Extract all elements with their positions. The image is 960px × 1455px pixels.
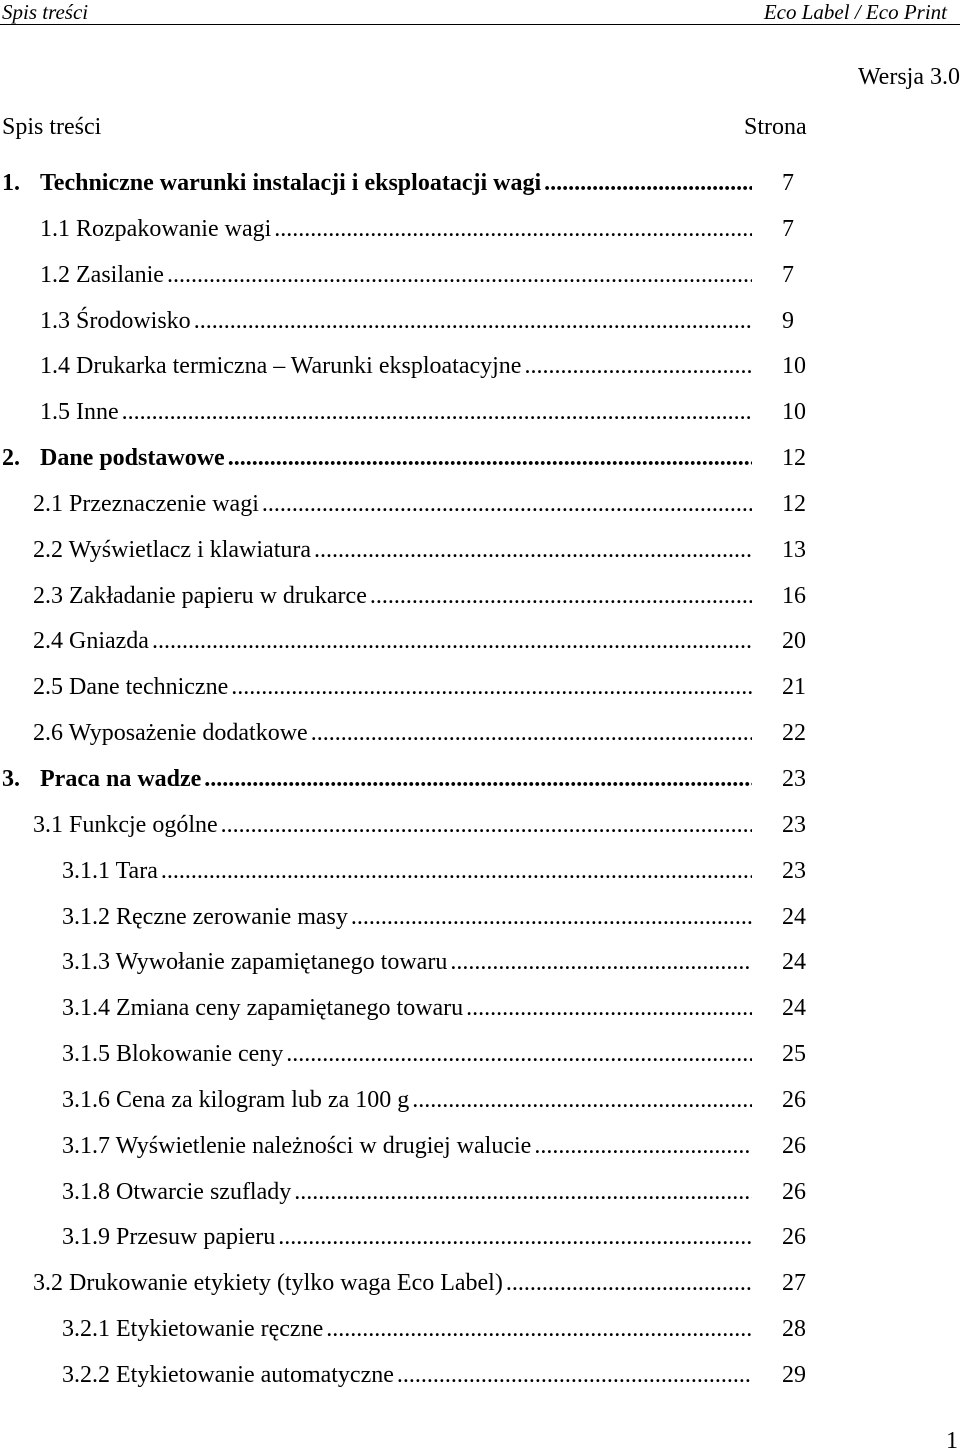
toc-leader [231, 672, 752, 702]
toc-entry-page: 7 [782, 215, 794, 242]
toc-entry[interactable] [0, 393, 960, 439]
toc-entry[interactable] [0, 577, 960, 623]
toc-entry[interactable] [0, 256, 960, 302]
table-of-contents [0, 164, 960, 1402]
toc-entry-label: 3.2.2 Etykietowanie automatyczne [62, 1361, 394, 1388]
toc-leader [351, 902, 752, 932]
toc-entry-label: 2.3 Zakładanie papieru w drukarce [33, 582, 367, 609]
toc-leader [167, 260, 752, 290]
toc-entry-page: 25 [782, 1041, 806, 1068]
toc-entry-chapter[interactable] [0, 439, 960, 485]
toc-leader [524, 351, 752, 381]
toc-entry-label: 2.1 Przeznaczenie wagi [33, 490, 259, 517]
toc-chapter-number: 2. [2, 445, 20, 472]
toc-entry-page: 29 [782, 1361, 806, 1388]
toc-leader [544, 168, 752, 198]
toc-entry[interactable] [0, 622, 960, 668]
toc-entry-label: 1.4 Drukarka termiczna – Warunki eksploatacyjne [40, 353, 522, 380]
toc-entry[interactable] [0, 1264, 960, 1310]
toc-entry-label: Dane podstawowe [40, 445, 225, 472]
toc-entry-page: 16 [782, 582, 806, 609]
toc-entry-label: 2.5 Dane techniczne [33, 674, 229, 701]
toc-entry-label: 3.1.4 Zmiana ceny zapamiętanego towaru [62, 995, 464, 1022]
toc-entry-page: 23 [782, 857, 806, 884]
toc-entry[interactable] [0, 210, 960, 256]
toc-entry-page: 27 [782, 1270, 806, 1297]
toc-entry[interactable] [0, 1356, 960, 1402]
toc-entry-page: 20 [782, 628, 806, 655]
toc-leader [274, 214, 752, 244]
toc-entry-label: 3.1.5 Blokowanie ceny [62, 1041, 284, 1068]
toc-entry[interactable] [0, 1218, 960, 1264]
toc-entry-page: 22 [782, 720, 806, 747]
toc-entry-label: 1.3 Środowisko [40, 307, 191, 334]
toc-entry-label: 3.1.9 Przesuw papieru [62, 1224, 276, 1251]
toc-entry-page: 24 [782, 903, 806, 930]
toc-entry-label: 3.1.2 Ręczne zerowanie masy [62, 903, 348, 930]
toc-entry-label: 3.1 Funkcje ogólne [33, 811, 218, 838]
header-product-name: Eco Label / Eco Print [763, 0, 947, 24]
toc-entry[interactable] [0, 1127, 960, 1173]
toc-leader [278, 1222, 752, 1252]
toc-entry-label: 3.1.6 Cena za kilogram lub za 100 g [62, 1086, 410, 1113]
toc-leader [228, 443, 752, 473]
toc-entry-label: 1.1 Rozpakowanie wagi [40, 215, 272, 242]
toc-entry-page: 21 [782, 674, 806, 701]
toc-entry[interactable] [0, 485, 960, 531]
toc-entry-label: 3.1.3 Wywołanie zapamiętanego towaru [62, 949, 448, 976]
toc-leader [262, 489, 752, 519]
toc-entry[interactable] [0, 302, 960, 348]
toc-leader [286, 1039, 752, 1069]
toc-entry-page: 10 [782, 399, 806, 426]
toc-leader [221, 810, 752, 840]
toc-entry-label: 2.4 Gniazda [33, 628, 149, 655]
toc-entry-label: 1.2 Zasilanie [40, 261, 164, 288]
toc-entry-page: 23 [782, 811, 806, 838]
toc-entry[interactable] [0, 806, 960, 852]
toc-entry-label: 2.6 Wyposażenie dodatkowe [33, 720, 308, 747]
toc-entry[interactable] [0, 668, 960, 714]
toc-entry-page: 9 [782, 307, 794, 334]
toc-entry-chapter[interactable] [0, 760, 960, 806]
toc-leader [314, 535, 752, 565]
toc-leader [466, 993, 752, 1023]
toc-entry[interactable] [0, 989, 960, 1035]
toc-entry-page: 7 [782, 170, 794, 196]
toc-entry[interactable] [0, 898, 960, 944]
toc-entry-label: 3.2 Drukowanie etykiety (tylko waga Eco Label) [33, 1270, 503, 1297]
toc-leader [204, 764, 752, 794]
header-rule [0, 24, 960, 25]
version-label: Wersja 3.0 [857, 64, 960, 90]
toc-leader [311, 718, 752, 748]
toc-entry-page: 26 [782, 1132, 806, 1159]
toc-entry[interactable] [0, 943, 960, 989]
toc-entry-label: Praca na wadze [40, 765, 202, 792]
toc-leader [326, 1314, 752, 1344]
toc-leader [294, 1177, 752, 1207]
toc-leader [412, 1085, 752, 1115]
toc-leader [370, 581, 752, 611]
toc-entry-label: 2.2 Wyświetlacz i klawiatura [33, 536, 312, 563]
toc-heading: Spis treści [2, 114, 102, 140]
toc-entry-label: 3.2.1 Etykietowanie ręczne [62, 1316, 324, 1343]
toc-entry[interactable] [0, 1310, 960, 1356]
toc-entry-page: 24 [782, 995, 806, 1022]
toc-leader [506, 1268, 752, 1298]
running-header [0, 0, 960, 24]
toc-entry[interactable] [0, 1035, 960, 1081]
toc-chapter-number: 3. [2, 765, 20, 792]
toc-leader [450, 947, 752, 977]
footer-page-number: 1 [946, 1428, 958, 1454]
toc-entry-label: Techniczne warunki instalacji i eksploatacji wagi [40, 170, 542, 196]
toc-entry-label: 3.1.1 Tara [62, 857, 158, 884]
toc-entry-page: 7 [782, 261, 794, 288]
toc-entry[interactable] [0, 347, 960, 393]
toc-entry-page: 24 [782, 949, 806, 976]
toc-leader [534, 1131, 752, 1161]
toc-leader [152, 626, 752, 656]
toc-entry-chapter[interactable] [0, 164, 960, 210]
toc-entry-page: 26 [782, 1086, 806, 1113]
toc-entry[interactable] [0, 852, 960, 898]
toc-entry[interactable] [0, 1081, 960, 1127]
toc-entry-page: 26 [782, 1224, 806, 1251]
toc-entry-page: 10 [782, 353, 806, 380]
toc-entry[interactable] [0, 714, 960, 760]
toc-leader [397, 1360, 752, 1390]
toc-entry-page: 13 [782, 536, 806, 563]
toc-leader [194, 306, 752, 336]
page-column-heading: Strona [744, 114, 807, 140]
toc-entry-page: 23 [782, 765, 806, 792]
header-section-title: Spis treści [2, 0, 89, 24]
toc-entry-page: 12 [782, 490, 806, 517]
toc-leader [122, 397, 752, 427]
toc-entry-page: 26 [782, 1178, 806, 1205]
toc-entry[interactable] [0, 1173, 960, 1219]
toc-entry[interactable] [0, 531, 960, 577]
toc-entry-page: 12 [782, 445, 806, 472]
toc-chapter-number: 1. [2, 170, 20, 196]
toc-leader [161, 856, 752, 886]
toc-entry-label: 3.1.7 Wyświetlenie należności w drugiej walucie [62, 1132, 532, 1159]
toc-entry-label: 1.5 Inne [40, 399, 119, 426]
toc-entry-label: 3.1.8 Otwarcie szuflady [62, 1178, 292, 1205]
toc-entry-page: 28 [782, 1316, 806, 1343]
